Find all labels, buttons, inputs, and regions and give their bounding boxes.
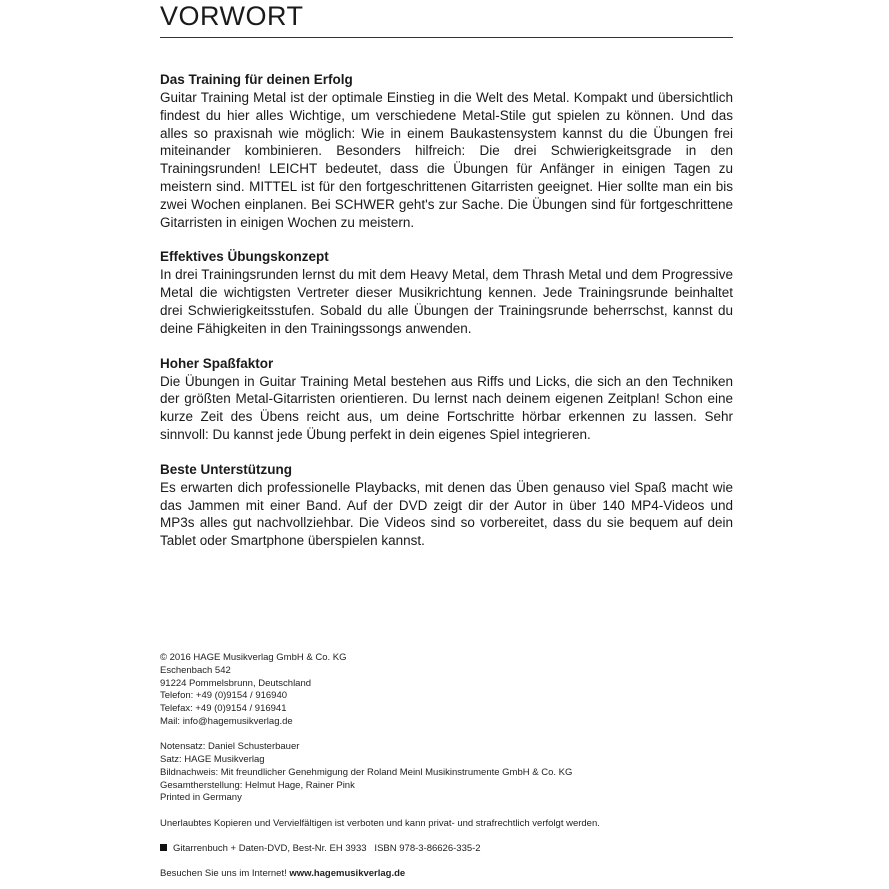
foreword-sections (160, 71, 733, 550)
visit-line (160, 868, 733, 881)
publisher-city: 91224 Pommelsbrunn, Deutschland (160, 677, 312, 689)
section-heading: Hoher Spaßfaktor (160, 355, 274, 371)
product-line: Gitarrenbuch + Daten-DVD, Best-Nr. EH 3933 ISBN 978-3-86626-335-2 (173, 843, 481, 855)
section-training (160, 71, 733, 231)
section-heading: Effektives Übungskonzept (160, 249, 329, 265)
section-concept (160, 248, 733, 337)
section-support (160, 461, 733, 550)
publisher-mail: Mail: info@hagemusikverlag.de (160, 715, 293, 727)
website-link[interactable]: www.hagemusikverlag.de (289, 868, 406, 880)
publisher-phone: Telefon: +49 (0)9154 / 916940 (160, 690, 288, 702)
section-heading: Beste Unterstützung (160, 461, 293, 477)
publisher-street: Eschenbach 542 (160, 664, 231, 676)
product-info (160, 843, 733, 856)
section-text: In drei Trainingsrunden lernst du mit dem Heavy Metal, dem Thrash Metal und dem Progressive Metal die wichtigsten Vertreter dieser Musikrichtung kennen. Jede Trainingsrunde beinhaltet drei Schwierigkeitsstufen. Sobald du alle Übungen der Trainingsrunde beherrschst, kannst du deine Fähigkeiten in den Trainingssongs anwenden. (160, 267, 733, 336)
section-text: Guitar Training Metal ist der optimale Einstieg in die Welt des Metal. Kompakt und übersichtlich findest du hier alles Wichtige, um verschiedene Metal-Stile gut spielen zu können. Und das alles so praxisnah wie möglich: Wie in einem Baukastensystem kannst du die Übungen frei miteinander kombinieren. Besonders hilfreich: Die drei Schwierigkeitsgrade in den Trainingsrunden! LEICHT bedeutet, dass die Übungen für Anfänger in einigen Tagen zu meistern sind. MITTEL ist für den fortgeschrittenen Gitarristen geeignet. Hier sollte man ein bis zwei Wochen einplanen. Bei SCHWER geht's zur Sache. Die Übungen sind für fortgeschrittene Gitarristen in einigen Wochen zu meistern. (160, 90, 733, 230)
bullet-square-icon (160, 844, 167, 851)
title-divider (160, 37, 733, 38)
imprint (160, 652, 733, 881)
credit-images: Bildnachweis: Mit freundlicher Genehmigung der Roland Meinl Musikinstrumente GmbH & Co. KG (160, 766, 573, 778)
section-heading: Das Training für deinen Erfolg (160, 72, 353, 87)
publisher-fax: Telefax: +49 (0)9154 / 916941 (160, 703, 287, 715)
credit-printed: Printed in Germany (160, 792, 242, 804)
credit-typesetting: Satz: HAGE Musikverlag (160, 754, 265, 766)
publisher-name: © 2016 HAGE Musikverlag GmbH & Co. KG (160, 652, 347, 663)
copyright-notice: Unerlaubtes Kopieren und Vervielfältigen ist verboten und kann privat- und strafrechtlich verfolgt werden. (160, 817, 600, 829)
page-title: VORWORT (160, 1, 304, 31)
credit-notation: Notensatz: Daniel Schusterbauer (160, 741, 300, 753)
section-fun (160, 355, 733, 444)
section-text: Die Übungen in Guitar Training Metal bestehen aus Riffs und Licks, die sich an den Techniken der größten Metal-Gitarristen orientieren. Du lernst nach deinem eigenen Zeitplan! Schon eine kurze Zeit des Übens reicht aus, um deine Fortschritte hörbar erkennen zu lassen. Sehr sinnvoll: Du kannst jede Übung perfekt in dein eigenes Spiel integrieren. (160, 373, 733, 442)
credit-production: Gesamtherstellung: Helmut Hage, Rainer Pink (160, 779, 355, 791)
section-text: Es erwarten dich professionelle Playbacks, mit denen das Üben genauso viel Spaß macht wie das Jammen mit einer Band. Auf der DVD zeigt dir der Autor in über 140 MP4-Videos und MP3s alles gut nachvollziehbar. Die Videos sind so vorbereitet, dass du sie bequem auf dein Tablet oder Smartphone überspielen kannst. (160, 479, 733, 549)
visit-prefix: Besuchen Sie uns im Internet! (160, 868, 287, 880)
page-content (160, 0, 733, 567)
